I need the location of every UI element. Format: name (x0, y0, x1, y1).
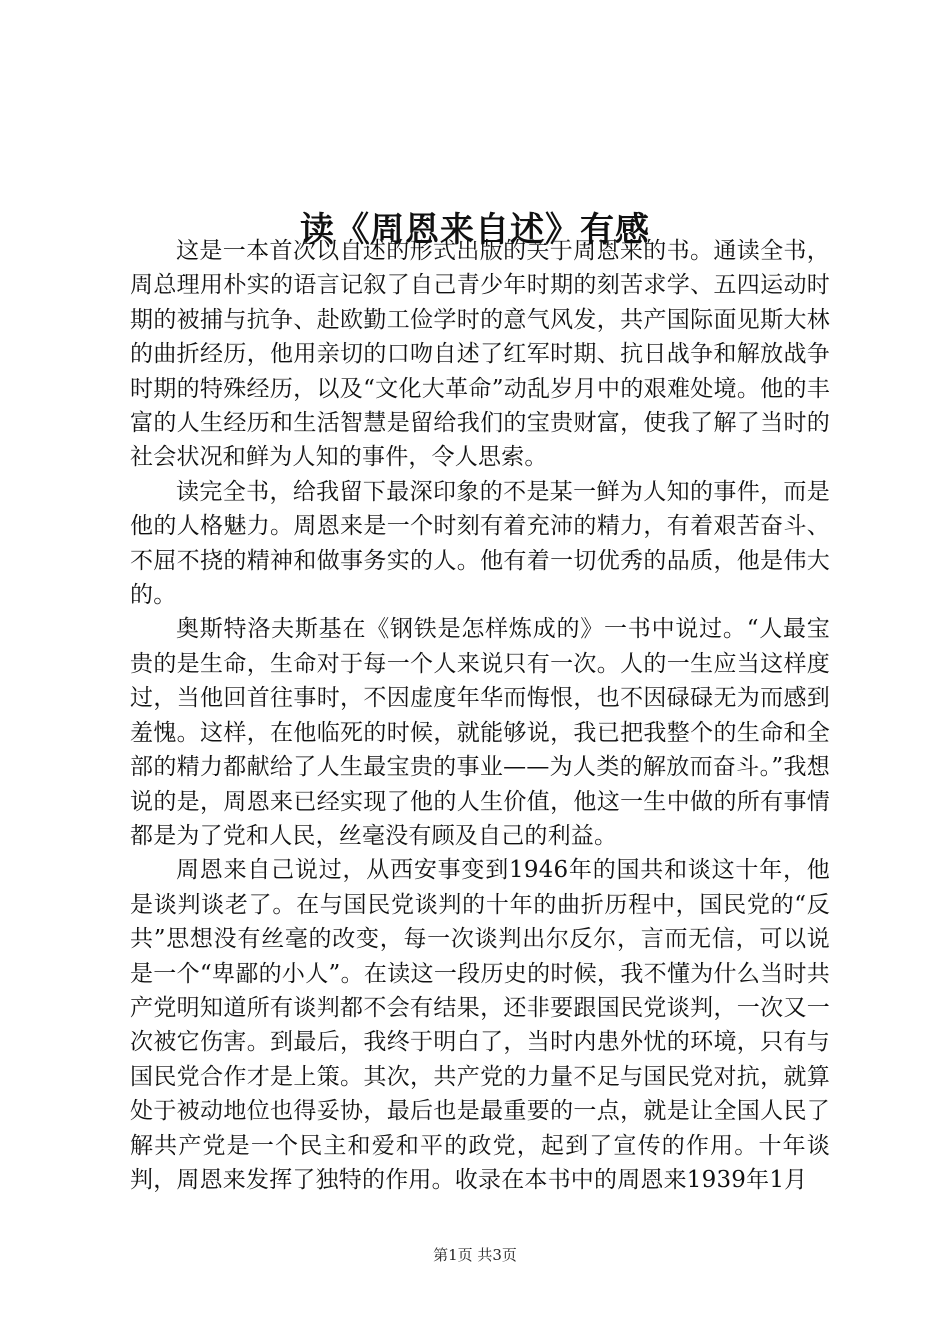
document-body (130, 234, 830, 1197)
paragraph: 这是一本首次以自述的形式出版的关于周恩来的书。通读全书，周总理用朴实的语言记叙了自己青少年时期的刻苦求学、五四运动时期的被捕与抗争、赴欧勤工俭学时的意气风发，共产国际面见斯大林的曲折经历，他用亲切的口吻自述了红军时期、抗日战争和解放战争时期的特殊经历，以及“文化大革命”动乱岁月中的艰难处境。他的丰富的人生经历和生活智慧是留给我们的宝贵财富，使我了解了当时的社会状况和鲜为人知的事件，令人思索。 (130, 238, 830, 471)
paragraph: 奥斯特洛夫斯基在《钢铁是怎样炼成的》一书中说过。“人最宝贵的是生命，生命对于每一个人来说只有一次。人的一生应当这样度过，当他回首往事时，不因虚度年华而悔恨，也不因碌碌无为而感到羞愧。这样，在他临死的时候，就能够说，我已把我整个的生命和全部的精力都献给了人生最宝贵的事业——为人类的解放而奋斗。”我想说的是，周恩来已经实现了他的人生价值，他这一生中做的所有事情都是为了党和人民，丝毫没有顾及自己的利益。 (130, 616, 830, 849)
document-title: 读《周恩来自述》有感 (300, 209, 650, 250)
paragraph: 周恩来自己说过，从西安事变到1946年的国共和谈这十年，他是谈判谈老了。在与国民党谈判的十年的曲折历程中，国民党的“反共”思想没有丝毫的改变，每一次谈判出尔反尔，言而无信，可以说是一个“卑鄙的小人”。在读这一段历史的时候，我不懂为什么当时共产党明知道所有谈判都不会有结果，还非要跟国民党谈判，一次又一次被它伤害。到最后，我终于明白了，当时内患外忧的环境，只有与国民党合作才是上策。其次，共产党的力量不足与国民党对抗，就算处于被动地位也得妥协，最后也是最重要的一点，就是让全国人民了解共产党是一个民主和爱和平的政党，起到了宣传的作用。十年谈判，周恩来发挥了独特的作用。收录在本书中的周恩来1939年1月 (130, 857, 830, 1193)
paragraph: 读完全书，给我留下最深印象的不是某一鲜为人知的事件，而是他的人格魅力。周恩来是一个时刻有着充沛的精力，有着艰苦奋斗、不屈不挠的精神和做事务实的人。他有着一切优秀的品质，他是伟大的。 (130, 478, 830, 609)
page-number-footer: 第1页 共3页 (433, 1246, 517, 1264)
